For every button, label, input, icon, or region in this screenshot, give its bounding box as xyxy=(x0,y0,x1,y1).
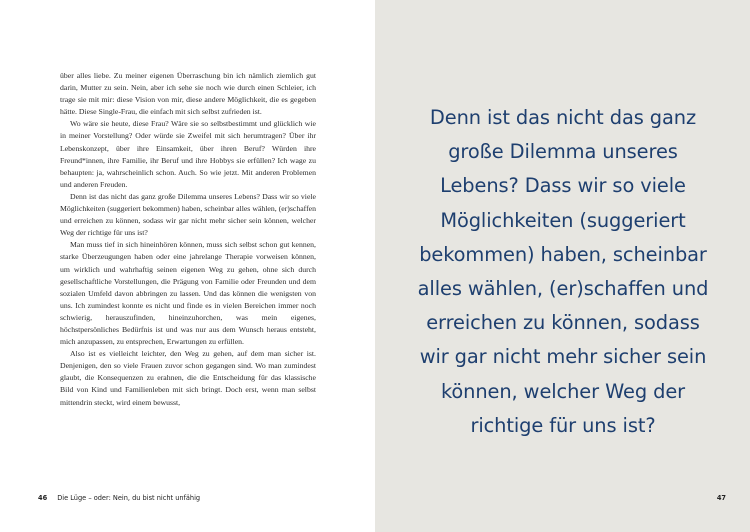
paragraph: Wo wäre sie heute, diese Frau? Wäre sie so selbstbestimmt und glücklich wie in meiner Vorstellung? Oder würde sie Zweifel mit sich herumtragen? Über ihr Lebenskonzept, über ihre Einsamkeit, über ihren Beruf? Würden ihre Freund*innen, ihre Familie, ihr Beruf und ihre Hobbys sie erfüllen? Ich wage zu behaupten: ja, wahrscheinlich schon. Auch. So wie jetzt. Mit anderen Problemen und anderen Freuden. xyxy=(60,119,316,189)
pull-quote-line: Denn ist das nicht das ganz xyxy=(429,106,697,129)
pull-quote xyxy=(403,101,723,443)
running-title: Die Lüge – oder: Nein, du bist nicht unfähig xyxy=(57,494,201,502)
body-text xyxy=(60,70,316,409)
pull-quote-line: richtige für uns ist? xyxy=(470,413,656,437)
pull-quote-line: Möglichkeiten (suggeriert xyxy=(440,208,686,232)
pull-quote-line: Lebens? Dass wir so viele xyxy=(440,174,686,198)
page-number-right: 47 xyxy=(716,494,726,502)
page-number-left: 46 xyxy=(38,494,48,502)
right-page xyxy=(375,0,750,532)
pull-quote-line: können, welcher Weg der xyxy=(440,379,686,403)
pull-quote-line: erreichen zu können, sodass xyxy=(426,311,700,335)
left-page-footer xyxy=(38,494,200,502)
pull-quote-line: wir gar nicht mehr sicher sein xyxy=(419,345,707,369)
pull-quote-line: große Dilemma unseres xyxy=(448,140,678,164)
paragraph: Man muss tief in sich hineinhören können, muss sich selbst schon gut kennen, starke Überzeugungen haben oder eine jahrelange Therapie vorweisen können, um wirklich und wahrhaftig seinen eigenen Weg zu gehen, ohne sich durch gesellschaftliche Vorstellungen, die Prägung von Familie oder Freunden und dem sozialen Umfeld davon abbringen zu lassen. Und das können die wenigsten von uns. Ich zumindest konnte es nicht und finde es in vielen Bereichen immer noch schwierig, herauszufinden, hineinzuhorchen, was mein eigenes, höchstpersönliches Bedürfnis ist und was nur aus dem Wunsch heraus entsteht, mich anzupassen, zu entsprechen, Erwartungen zu erfüllen. xyxy=(60,240,316,347)
paragraph: Also ist es vielleicht leichter, den Weg zu gehen, auf dem man sicher ist. Denjenigen, den so viele Frauen zuvor schon gegangen sind. Wo man zumindest glaubt, die Konsequenzen zu erahnen, die die Entscheidung für das klassische Bild von Kind und Familienleben mit sich bringt. Doch erst, wenn man selbst mittendrin steckt, wird einem bewusst, xyxy=(60,349,316,407)
paragraph: Denn ist das nicht das ganz große Dilemma unseres Lebens? Dass wir so viele Möglichkeiten (suggeriert bekommen) haben, scheinbar alles wählen, (er)schaffen und erreichen zu können, sodass wir gar nicht mehr sicher sein können, welcher Weg der richtige für uns ist? xyxy=(60,191,316,238)
paragraph: über alles liebe. Zu meiner eigenen Überraschung bin ich nämlich ziemlich gut darin, Mutter zu sein. Nein, aber ich sehe sie noch wie durch einen Schleier, ich trage sie mit mir: diese Vision von mir, diese andere Möglichkeit, die es gegeben hätte. Diese Single-Frau, die einfach mit sich selbst zufrieden ist. xyxy=(60,71,316,117)
pull-quote-line: alles wählen, (er)schaffen und xyxy=(417,277,709,301)
pull-quote-line: bekommen) haben, scheinbar xyxy=(419,242,707,266)
